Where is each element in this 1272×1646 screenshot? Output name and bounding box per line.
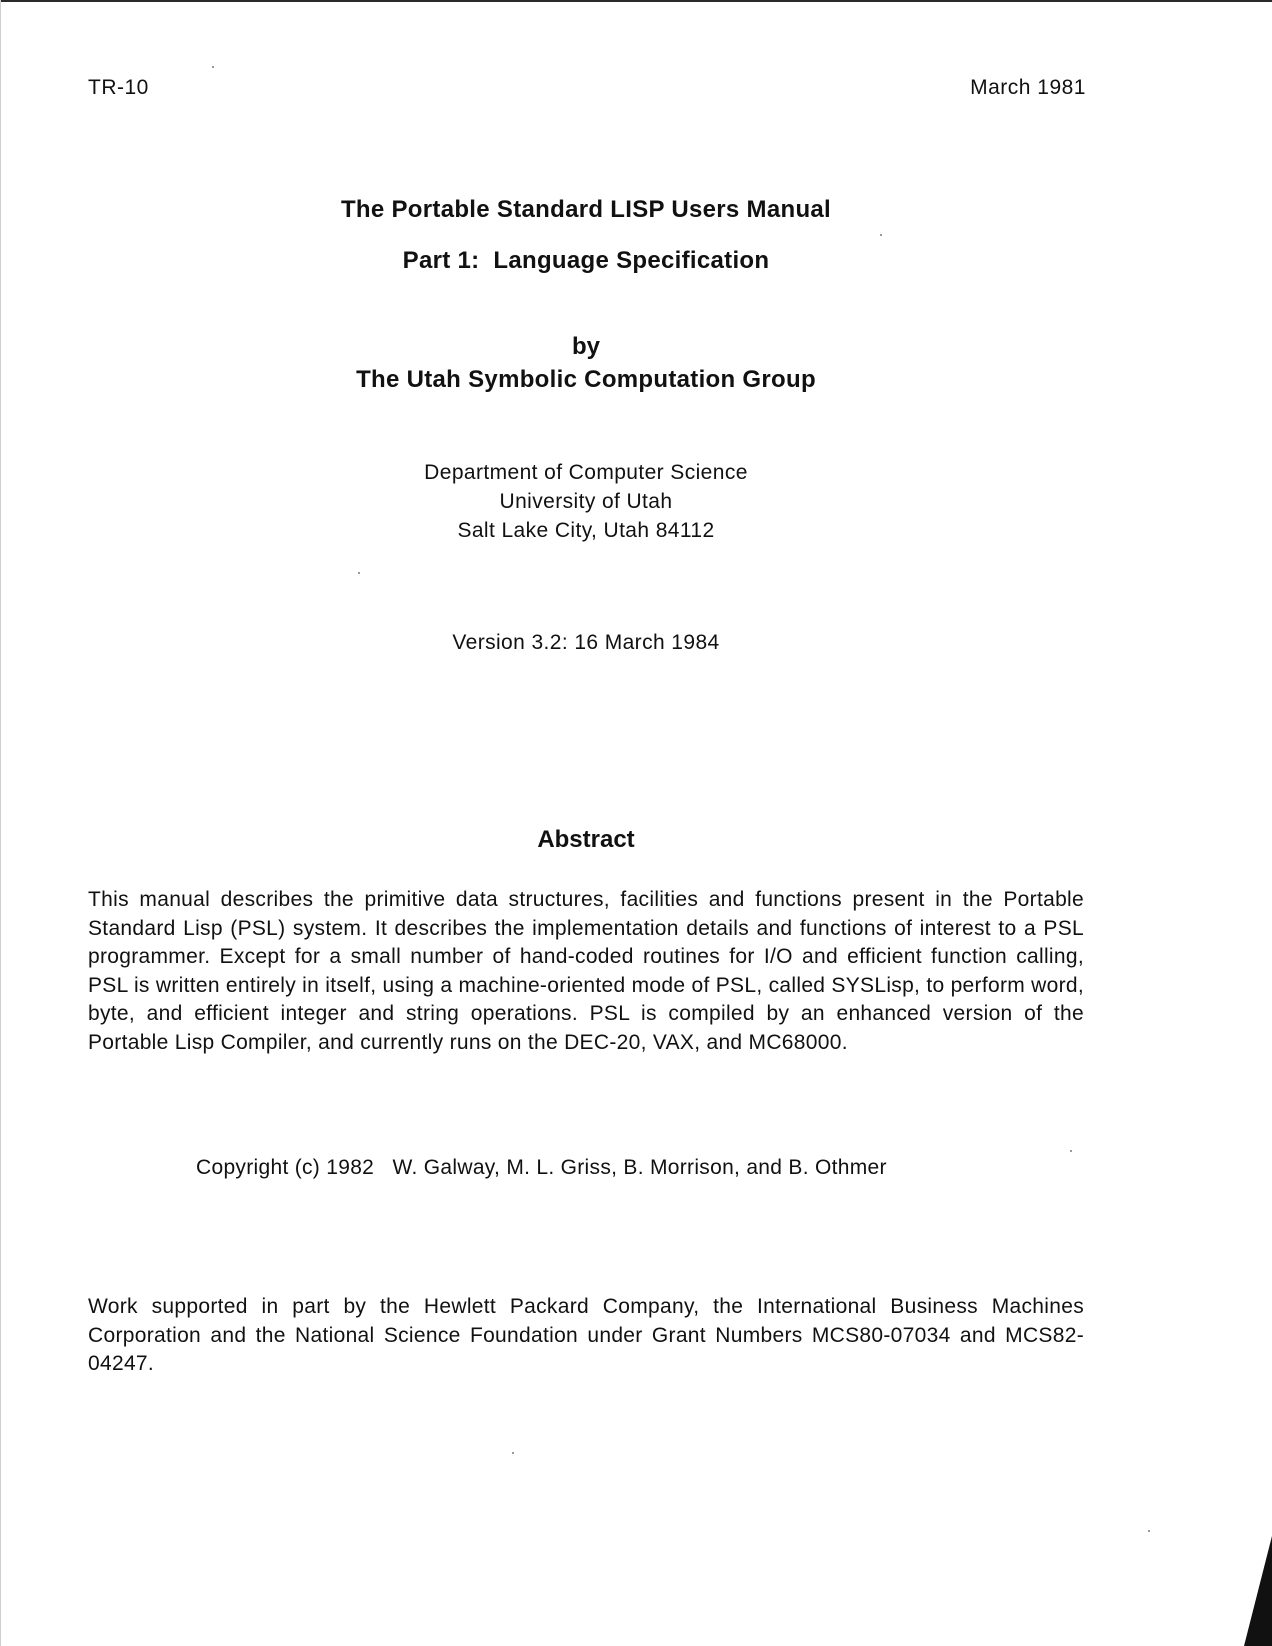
affiliation-block [0, 458, 1172, 545]
scan-corner-fold [1244, 1536, 1272, 1646]
scan-speck [1070, 1150, 1072, 1152]
header-date: March 1981 [970, 76, 1086, 99]
report-number: TR-10 [88, 76, 149, 99]
abstract-heading: Abstract [537, 826, 635, 853]
scan-speck [880, 234, 882, 236]
funding-acknowledgement: Work supported in part by the Hewlett Packard Company, the International Business Machines Corporation and the National Science Foundation under Grant Numbers MCS80-07034 and MCS82-04247. [88, 1295, 1084, 1375]
scan-speck [512, 1452, 514, 1454]
affiliation-city: Salt Lake City, Utah 84112 [457, 519, 715, 542]
document-subtitle: Part 1: Language Specification [402, 247, 770, 274]
document-title: The Portable Standard LISP Users Manual [340, 196, 832, 223]
version-line: Version 3.2: 16 March 1984 [452, 631, 720, 654]
affiliation-department: Department of Computer Science [424, 461, 748, 484]
author-group: The Utah Symbolic Computation Group [356, 366, 816, 393]
abstract-body: This manual describes the primitive data structures, facilities and functions present in the Portable Standard Lisp (PSL) system. It describes the implementation details and functions of interest to a PSL programmer. Except for a small number of hand-coded routines for I/O and efficient function calling, PSL is written entirely in itself, using a machine-oriented mode of PSL, called SYSLisp, to perform word, byte, and efficient integer and string operations. PSL is compiled by an enhanced version of the Portable Lisp Compiler, and currently runs on the DEC-20, VAX, and MC68000. [88, 888, 1085, 1054]
copyright-notice: Copyright (c) 1982 W. Galway, M. L. Griss, B. Morrison, and B. Othmer [196, 1156, 887, 1179]
affiliation-university: University of Utah [499, 490, 673, 513]
scan-top-edge [0, 0, 1272, 2]
scan-speck [1148, 1530, 1150, 1532]
scan-speck [358, 572, 360, 574]
byline-label: by [571, 333, 600, 360]
scan-speck [212, 66, 214, 68]
